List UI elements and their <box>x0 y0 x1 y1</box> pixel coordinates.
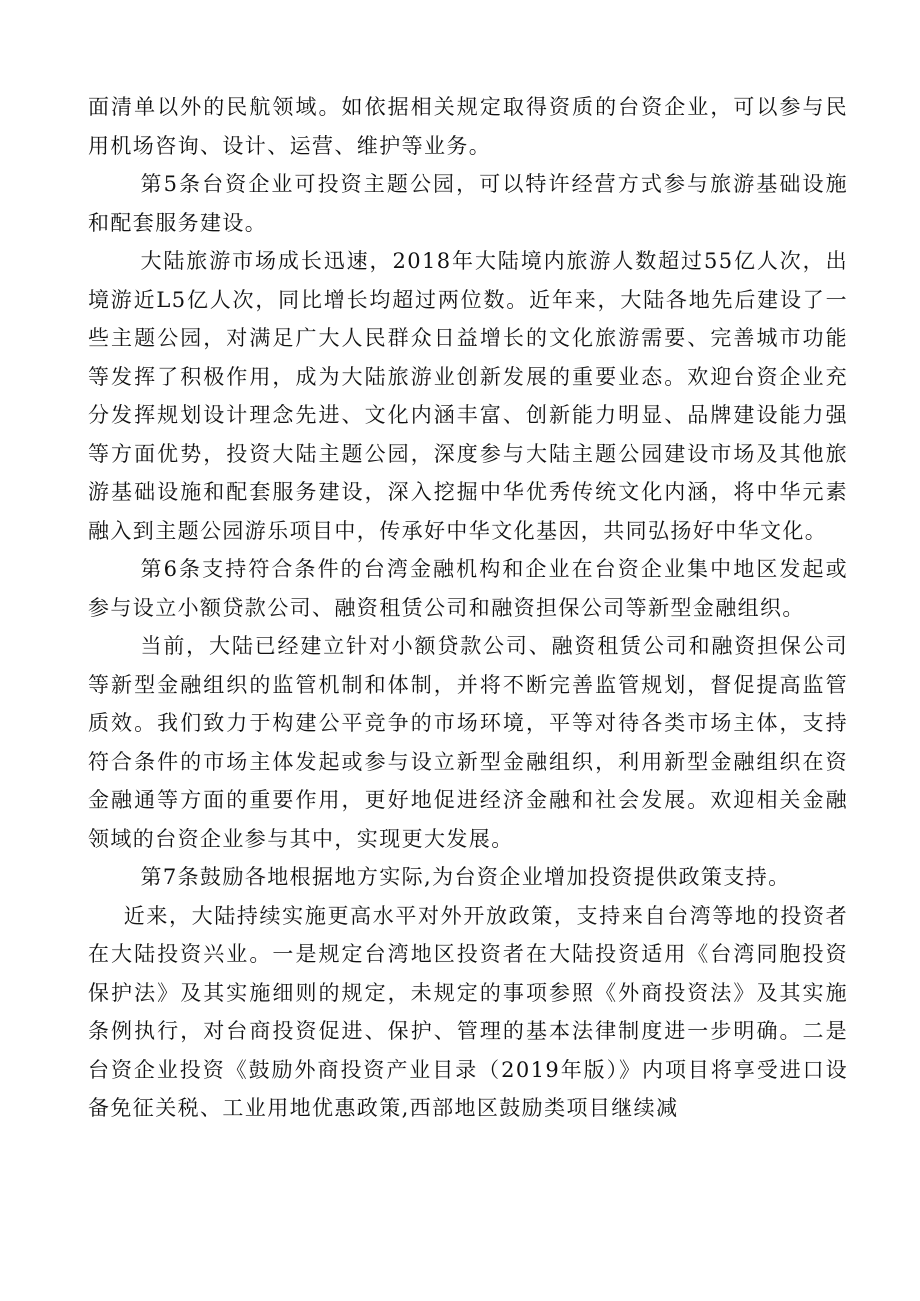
paragraph-article-7: 第7条鼓励各地根据地方实际,为台资企业增加投资提供政策支持。 <box>140 865 791 889</box>
paragraph-article-5: 第5条台资企业可投资主题公园，可以特许经营方式参与旅游基础设施和配套服务建设。 <box>88 172 848 235</box>
paragraph-continuation: 面清单以外的民航领域。如依据相关规定取得资质的台资企业，可以参与民用机场咨询、设计、运营、维护等业务。 <box>88 95 848 158</box>
paragraph-tourism-market: 大陆旅游市场成长迅速，2018年大陆境内旅游人数超过55亿人次，出境游近L5亿人次，同比增长均超过两位数。近年来，大陆各地先后建设了一些主题公园，对满足广大人民群众日益增长的文化旅游需要、完善城市功能等发挥了积极作用，成为大陆旅游业创新发展的重要业态。欢迎台资企业充分发挥规划设计理念先进、文化内涵丰富、创新能力明显、品牌建设能力强等方面优势，投资大陆主题公园，深度参与大陆主题公园建设市场及其他旅游基础设施和配套服务建设，深入挖掘中华优秀传统文化内涵，将中华元素融入到主题公园游乐项目中，传承好中华文化基因，共同弘扬好中华文化。 <box>88 249 848 543</box>
paragraph-opening-up-policy: 近来，大陆持续实施更高水平对外开放政策，支持来自台湾等地的投资者在大陆投资兴业。一是规定台湾地区投资者在大陆投资适用《台湾同胞投资保护法》及其实施细则的规定，未规定的事项参照《外商投资法》及其实施条例执行，对台商投资促进、保护、管理的基本法律制度进一步明确。二是台资企业投资《鼓励外商投资产业目录（2019年版）》内项目将享受进口设备免征关税、工业用地优惠政策,西部地区鼓励类项目继续减 <box>88 903 848 1120</box>
paragraph-article-6: 第6条支持符合条件的台湾金融机构和企业在台资企业集中地区发起或参与设立小额贷款公司、融资租赁公司和融资担保公司等新型金融组织。 <box>88 557 848 620</box>
paragraph-financial-supervision: 当前，大陆已经建立针对小额贷款公司、融资租赁公司和融资担保公司等新型金融组织的监管机制和体制，并将不断完善监管规划，督促提高监管质效。我们致力于构建公平竞争的市场环境，平等对待各类市场主体，支持符合条件的市场主体发起或参与设立新型金融组织，利用新型金融组织在资金融通等方面的重要作用，更好地促进经济金融和社会发展。欢迎相关金融领域的台资企业参与其中，实现更大发展。 <box>88 634 848 851</box>
document-body <box>88 88 848 1128</box>
